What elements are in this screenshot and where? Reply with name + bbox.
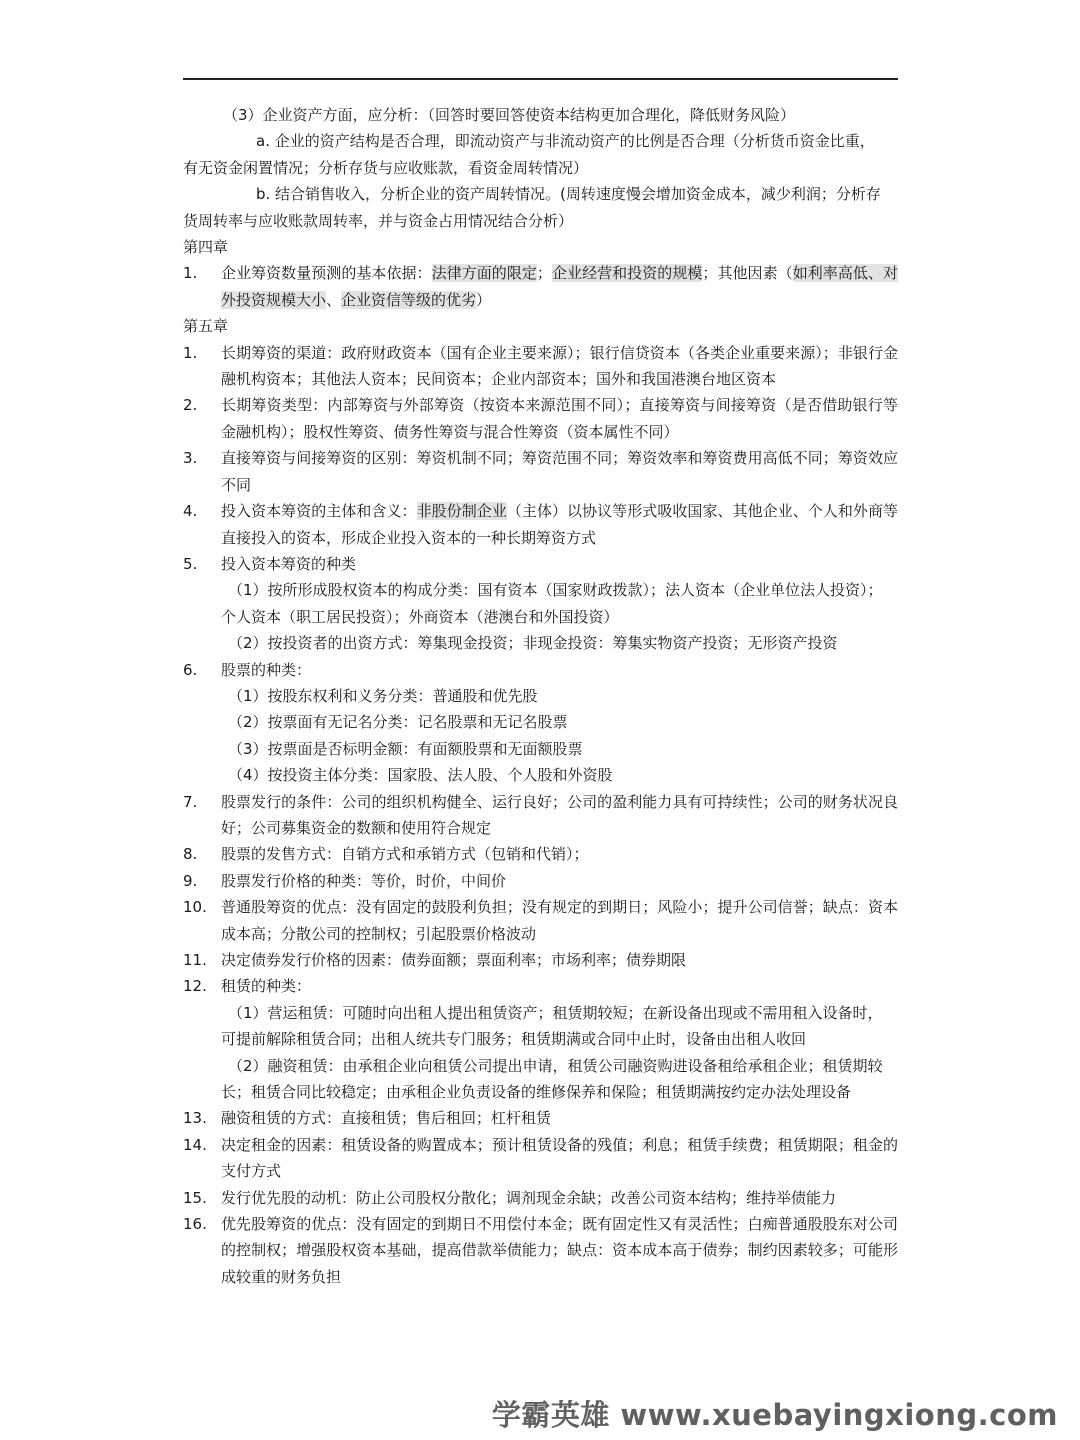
item-number: 1. (183, 264, 198, 283)
sub-item: （3）按票面是否标明金额：有面额股票和无面额股票 (228, 739, 583, 758)
highlight: 对外投资规模大小 (221, 264, 898, 309)
sub-item: （4）按投资主体分类：国家股、法人股、个人股和外资股 (228, 766, 613, 785)
list-item: 9. 股票发行价格的种类：等价，时价，中间价 (183, 871, 507, 890)
asset-analysis-a-line2: 有无资金闲置情况；分析存货与应收账款，看资金周转情况） (183, 158, 589, 177)
list-item: 3. 直接筹资与间接筹资的区别：筹资机制不同；筹资范围不同；筹资效率和筹资费用高低不同；筹资效应不同 (183, 449, 898, 494)
list-item: 14. 决定租金的因素：租赁设备的购置成本；预计租赁设备的残值；利息；租赁手续费；租赁期限；租金的支付方式 (183, 1135, 898, 1181)
list-item: 5. 投入资本筹资的种类 (183, 554, 357, 573)
list-item: 6. 股票的种类： (183, 660, 312, 679)
list-item: 4. 投入资本筹资的主体和含义：非股份制企业（主体）以协议等形式吸收国家、其他企业、个人和外商等直接投入的资本，形成企业投入资本的一种长期筹资方式 (183, 502, 898, 547)
item-text: 企业筹资数量预测的基本依据：法律方面的限定；企业经营和投资的规模；其他因素（如利率高低、对外投资规模大小、企业资信等级的优劣） (221, 264, 898, 309)
document-body (183, 102, 898, 1290)
list-item: 11. 决定债券发行价格的因素：债券面额；票面利率；市场利率；债券期限 (183, 951, 687, 969)
list-item: 8. 股票的发售方式：自销方式和承销方式（包销和代销）； (183, 845, 589, 864)
sub-item-cont: 个人资本（职工居民投资）；外商资本（港澳台和外国投资） (221, 607, 619, 626)
list-item: 2. 长期筹资类型：内部筹资与外部筹资（按资本来源范围不同）；直接筹资与间接筹资（是否借助银行等金融机构）；股权性筹资、债务性筹资与混合性筹资（资本属性不同） (183, 396, 898, 441)
list-item (183, 260, 898, 313)
chapter-5-title: 第五章 (183, 317, 229, 336)
sub-item-cont: 可提前解除租赁合同；出租人统共专门服务；租赁期满或合同中止时，设备由出租人收回 (221, 1030, 807, 1049)
header-rule (183, 78, 898, 80)
list-item: 1. 长期筹资的渠道：政府财政资本（国有企业主要来源）；银行信贷资本（各类企业重要来源）；非银行金融机构资本；其他法人资本；民间资本；企业内部资本；国外和我国港澳台地区资本 (183, 343, 898, 389)
list-item: 12. 租赁的种类： (183, 977, 312, 996)
highlight: 企业经营和投资的规模 (551, 264, 703, 283)
asset-analysis-a-line1: a. 企业的资产结构是否合理，即流动资产与非流动资产的比例是否合理（分析货币资金比重， (256, 132, 875, 151)
list-item: 13. 融资租赁的方式：直接租赁；售后租回；杠杆租赁 (183, 1109, 552, 1128)
chapter-4-title: 第四章 (183, 238, 229, 257)
highlight: 非股份制企业 (416, 502, 507, 521)
list-item: 10. 普通股筹资的优点：没有固定的鼓股利负担；没有规定的到期日；风险小；提升公司信誉；缺点：资本成本高；分散公司的控制权；引起股票价格波动 (183, 898, 898, 943)
highlight: 如利率高低、 (792, 264, 883, 283)
sub-item: （1）按所形成股权资本的构成分类：国有资本（国家财政拨款）；法人资本（企业单位法人投资）； (228, 581, 883, 600)
list-item: 7. 股票发行的条件：公司的组织机构健全、运行良好；公司的盈利能力具有可持续性；公司的财务状况良好；公司募集资金的数额和使用符合规定 (183, 792, 898, 837)
sub-item: （2）按票面有无记名分类：记名股票和无记名股票 (228, 713, 568, 732)
asset-analysis-heading: （3）企业资产方面，应分析：（回答时要回答使资本结构更加合理化，降低财务风险） (223, 106, 796, 124)
highlight: 企业资信等级的优劣 (341, 290, 477, 309)
highlight: 法律方面的限定 (431, 264, 537, 283)
asset-analysis-b-line1: b. 结合销售收入，分析企业的资产周转情况。(周转速度慢会增加资金成本，减少利润；分析存 (256, 185, 881, 204)
sub-item-cont: 长；租赁合同比较稳定；由承租企业负责设备的维修保养和保险；租赁期满按约定办法处理设备 (221, 1083, 852, 1102)
list-item: 15. 发行优先股的动机：防止公司股权分散化；调剂现金余缺；改善公司资本结构；维持举债能力 (183, 1188, 837, 1207)
list-item: 16. 优先股筹资的优点：没有固定的到期日不用偿付本金；既有固定性又有灵活性；白痴普通股股东对公司的控制权；增强股权资本基础，提高借款举债能力；缺点：资本成本高于债券；制约因素较多；可能形成较重的财务负担 (183, 1215, 898, 1286)
watermark: 学霸英雄 www.xuebayingxiong.com (491, 1398, 1058, 1432)
sub-item: （2）融资租赁：由承租企业向租赁公司提出申请，租赁公司融资购进设备租给承租企业；租赁期较 (228, 1056, 883, 1075)
sub-item: （1）营运租赁：可随时向出租人提出租赁资产；租赁期较短；在新设备出现或不需用租入设备时， (228, 1003, 883, 1022)
asset-analysis-b-line2: 货周转率与应收账款周转率，并与资金占用情况结合分析） (183, 211, 574, 230)
sub-item: （1）按股东权利和义务分类：普通股和优先股 (228, 686, 538, 705)
sub-item: （2）按投资者的出资方式：筹集现金投资；非现金投资：筹集实物资产投资；无形资产投资 (228, 634, 838, 653)
